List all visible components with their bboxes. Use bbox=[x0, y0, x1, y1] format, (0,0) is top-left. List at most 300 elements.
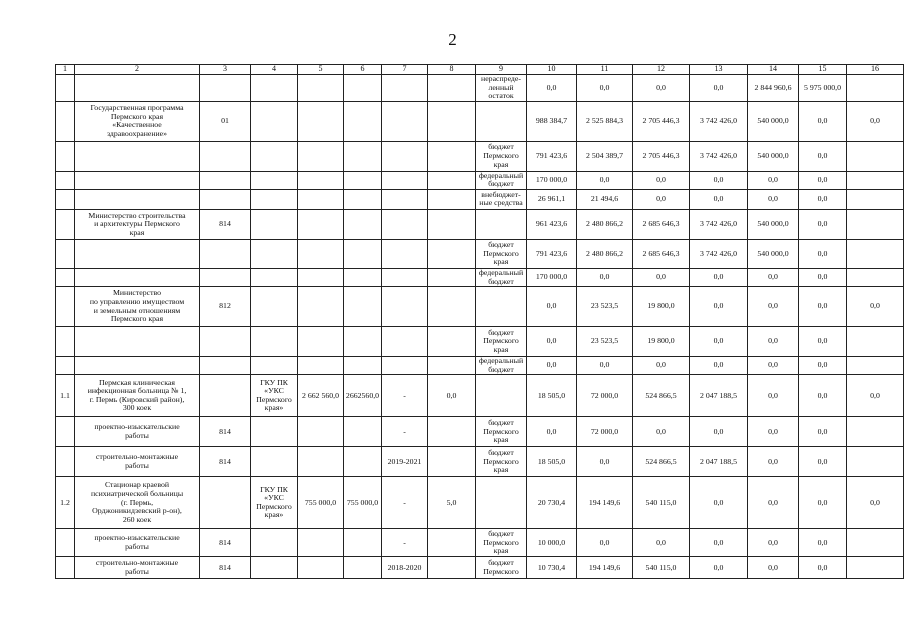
cell-year-5: 0,0 bbox=[748, 189, 799, 209]
cell-year-3: 0,0 bbox=[633, 417, 690, 447]
cell-year-5: 0,0 bbox=[748, 171, 799, 189]
cell-year-6: 0,0 bbox=[799, 327, 847, 357]
cell-period: - bbox=[382, 529, 428, 557]
cell-customer bbox=[251, 447, 298, 477]
cell-name: Министерство по управлению имуществом и земельным отношениям Пермского края bbox=[75, 287, 200, 327]
cell-year-2: 0,0 bbox=[577, 447, 633, 477]
cell-year-4: 0,0 bbox=[690, 557, 748, 579]
cell-source bbox=[476, 287, 527, 327]
cell-readiness bbox=[428, 75, 476, 102]
cell-year-3: 2 705 446,3 bbox=[633, 141, 690, 171]
cell-customer bbox=[251, 268, 298, 286]
cell-num: 1.2 bbox=[56, 477, 75, 529]
header-row bbox=[56, 65, 904, 75]
cell-num bbox=[56, 101, 75, 141]
header-cell-2: 2 bbox=[75, 65, 200, 75]
cell-year-7 bbox=[847, 417, 904, 447]
cell-readiness bbox=[428, 239, 476, 268]
cell-name: проектно-изыскательские работы bbox=[75, 529, 200, 557]
cell-name bbox=[75, 327, 200, 357]
cell-period: - bbox=[382, 375, 428, 417]
cell-name bbox=[75, 75, 200, 102]
cell-period: - bbox=[382, 417, 428, 447]
cell-year-3: 19 800,0 bbox=[633, 327, 690, 357]
cell-year-4: 0,0 bbox=[690, 529, 748, 557]
table-row bbox=[56, 417, 904, 447]
cell-code bbox=[200, 171, 251, 189]
cell-year-2: 0,0 bbox=[577, 529, 633, 557]
cell-readiness bbox=[428, 327, 476, 357]
cell-source bbox=[476, 209, 527, 239]
cell-year-7 bbox=[847, 357, 904, 375]
cell-code: 814 bbox=[200, 209, 251, 239]
cell-cost-total bbox=[298, 141, 344, 171]
cell-year-2: 0,0 bbox=[577, 75, 633, 102]
cell-year-4: 3 742 426,0 bbox=[690, 239, 748, 268]
cell-year-2: 0,0 bbox=[577, 268, 633, 286]
cell-customer bbox=[251, 101, 298, 141]
cell-year-5: 540 000,0 bbox=[748, 101, 799, 141]
header-cell-6: 6 bbox=[344, 65, 382, 75]
cell-readiness bbox=[428, 101, 476, 141]
cell-year-2: 23 523,5 bbox=[577, 287, 633, 327]
cell-period bbox=[382, 209, 428, 239]
cell-year-2: 72 000,0 bbox=[577, 417, 633, 447]
cell-readiness bbox=[428, 557, 476, 579]
cell-customer: ГКУ ПК «УКС Пермского края» bbox=[251, 477, 298, 529]
cell-year-3: 19 800,0 bbox=[633, 287, 690, 327]
cell-cost-total bbox=[298, 209, 344, 239]
table-row bbox=[56, 375, 904, 417]
table-row bbox=[56, 189, 904, 209]
cell-code bbox=[200, 375, 251, 417]
cell-cost-total bbox=[298, 557, 344, 579]
cell-num bbox=[56, 327, 75, 357]
header-cell-11: 11 bbox=[577, 65, 633, 75]
header-cell-12: 12 bbox=[633, 65, 690, 75]
cell-cost-total bbox=[298, 529, 344, 557]
cell-code: 01 bbox=[200, 101, 251, 141]
cell-num bbox=[56, 141, 75, 171]
cell-name: строительно-монтажные работы bbox=[75, 447, 200, 477]
cell-cost-estimate bbox=[344, 529, 382, 557]
header-cell-8: 8 bbox=[428, 65, 476, 75]
cell-year-2: 194 149,6 bbox=[577, 557, 633, 579]
cell-num bbox=[56, 171, 75, 189]
cell-cost-total bbox=[298, 287, 344, 327]
table-row bbox=[56, 75, 904, 102]
cell-year-1: 791 423,6 bbox=[527, 239, 577, 268]
cell-period bbox=[382, 287, 428, 327]
cell-year-1: 10 000,0 bbox=[527, 529, 577, 557]
cell-name bbox=[75, 239, 200, 268]
cell-year-5: 0,0 bbox=[748, 268, 799, 286]
cell-year-5: 540 000,0 bbox=[748, 239, 799, 268]
cell-name: Стационар краевой психиатрической больницы (г. Пермь, Орджоникидзевский р-он), 260 коек bbox=[75, 477, 200, 529]
cell-cost-estimate bbox=[344, 75, 382, 102]
cell-name bbox=[75, 171, 200, 189]
cell-year-6: 0,0 bbox=[799, 557, 847, 579]
cell-readiness: 5,0 bbox=[428, 477, 476, 529]
cell-source bbox=[476, 375, 527, 417]
cell-num bbox=[56, 417, 75, 447]
cell-year-7 bbox=[847, 209, 904, 239]
cell-year-2: 23 523,5 bbox=[577, 327, 633, 357]
cell-year-2: 194 149,6 bbox=[577, 477, 633, 529]
cell-year-6: 0,0 bbox=[799, 268, 847, 286]
cell-cost-estimate bbox=[344, 327, 382, 357]
cell-source: федеральный бюджет bbox=[476, 268, 527, 286]
cell-year-2: 0,0 bbox=[577, 171, 633, 189]
cell-year-2: 2 525 884,3 bbox=[577, 101, 633, 141]
cell-year-6: 0,0 bbox=[799, 447, 847, 477]
cell-cost-estimate bbox=[344, 141, 382, 171]
cell-code: 812 bbox=[200, 287, 251, 327]
cell-source bbox=[476, 101, 527, 141]
cell-year-6: 0,0 bbox=[799, 477, 847, 529]
cell-year-1: 791 423,6 bbox=[527, 141, 577, 171]
cell-year-5: 540 000,0 bbox=[748, 209, 799, 239]
cell-readiness bbox=[428, 287, 476, 327]
cell-year-5: 0,0 bbox=[748, 327, 799, 357]
cell-year-7: 0,0 bbox=[847, 477, 904, 529]
cell-source: бюджет Пермского края bbox=[476, 529, 527, 557]
cell-cost-estimate bbox=[344, 447, 382, 477]
cell-cost-total bbox=[298, 75, 344, 102]
cell-name: строительно-монтажные работы bbox=[75, 557, 200, 579]
cell-readiness bbox=[428, 447, 476, 477]
cell-period bbox=[382, 268, 428, 286]
cell-year-6: 0,0 bbox=[799, 287, 847, 327]
cell-year-7: 0,0 bbox=[847, 287, 904, 327]
cell-year-7 bbox=[847, 75, 904, 102]
cell-year-6: 5 975 000,0 bbox=[799, 75, 847, 102]
cell-period: - bbox=[382, 477, 428, 529]
cell-period bbox=[382, 101, 428, 141]
cell-year-3: 524 866,5 bbox=[633, 447, 690, 477]
cell-year-1: 18 505,0 bbox=[527, 375, 577, 417]
cell-year-4: 0,0 bbox=[690, 268, 748, 286]
cell-name bbox=[75, 357, 200, 375]
header-cell-5: 5 bbox=[298, 65, 344, 75]
table-row bbox=[56, 171, 904, 189]
cell-year-4: 3 742 426,0 bbox=[690, 101, 748, 141]
cell-year-3: 2 685 646,3 bbox=[633, 209, 690, 239]
cell-customer bbox=[251, 239, 298, 268]
cell-source: бюджет Пермского края bbox=[476, 447, 527, 477]
cell-name: Министерство строительства и архитектуры Пермского края bbox=[75, 209, 200, 239]
table-row bbox=[56, 268, 904, 286]
cell-year-4: 3 742 426,0 bbox=[690, 209, 748, 239]
cell-year-1: 961 423,6 bbox=[527, 209, 577, 239]
cell-year-1: 0,0 bbox=[527, 357, 577, 375]
cell-year-2: 72 000,0 bbox=[577, 375, 633, 417]
cell-customer bbox=[251, 529, 298, 557]
cell-source: бюджет Пермского bbox=[476, 557, 527, 579]
table-row bbox=[56, 239, 904, 268]
cell-year-4: 2 047 188,5 bbox=[690, 375, 748, 417]
cell-customer bbox=[251, 557, 298, 579]
program-table bbox=[55, 64, 904, 579]
header-cell-10: 10 bbox=[527, 65, 577, 75]
cell-readiness bbox=[428, 209, 476, 239]
cell-year-3: 0,0 bbox=[633, 75, 690, 102]
cell-code: 814 bbox=[200, 417, 251, 447]
cell-period: 2018-2020 bbox=[382, 557, 428, 579]
cell-readiness bbox=[428, 357, 476, 375]
cell-year-1: 20 730,4 bbox=[527, 477, 577, 529]
cell-cost-estimate bbox=[344, 557, 382, 579]
cell-year-1: 0,0 bbox=[527, 75, 577, 102]
cell-year-5: 0,0 bbox=[748, 477, 799, 529]
cell-year-2: 21 494,6 bbox=[577, 189, 633, 209]
cell-year-4: 0,0 bbox=[690, 287, 748, 327]
cell-num bbox=[56, 209, 75, 239]
cell-year-1: 18 505,0 bbox=[527, 447, 577, 477]
cell-code bbox=[200, 477, 251, 529]
cell-year-3: 524 866,5 bbox=[633, 375, 690, 417]
header-cell-7: 7 bbox=[382, 65, 428, 75]
cell-year-5: 2 844 960,6 bbox=[748, 75, 799, 102]
cell-cost-total: 2 662 560,0 bbox=[298, 375, 344, 417]
cell-year-1: 170 000,0 bbox=[527, 268, 577, 286]
cell-cost-estimate bbox=[344, 189, 382, 209]
cell-year-6: 0,0 bbox=[799, 189, 847, 209]
cell-year-7 bbox=[847, 529, 904, 557]
cell-code bbox=[200, 75, 251, 102]
cell-year-7 bbox=[847, 141, 904, 171]
cell-cost-estimate: 2662560,0 bbox=[344, 375, 382, 417]
cell-customer bbox=[251, 417, 298, 447]
cell-year-6: 0,0 bbox=[799, 375, 847, 417]
cell-year-6: 0,0 bbox=[799, 239, 847, 268]
table-row bbox=[56, 529, 904, 557]
cell-year-4: 2 047 188,5 bbox=[690, 447, 748, 477]
cell-year-3: 540 115,0 bbox=[633, 557, 690, 579]
cell-readiness bbox=[428, 171, 476, 189]
header-cell-14: 14 bbox=[748, 65, 799, 75]
cell-year-2: 2 504 389,7 bbox=[577, 141, 633, 171]
table-row bbox=[56, 557, 904, 579]
cell-year-6: 0,0 bbox=[799, 101, 847, 141]
cell-source: внебюджет- ные средства bbox=[476, 189, 527, 209]
cell-year-1: 0,0 bbox=[527, 417, 577, 447]
cell-year-7: 0,0 bbox=[847, 101, 904, 141]
cell-cost-estimate bbox=[344, 101, 382, 141]
cell-year-2: 0,0 bbox=[577, 357, 633, 375]
cell-name: проектно-изыскательские работы bbox=[75, 417, 200, 447]
cell-year-3: 540 115,0 bbox=[633, 477, 690, 529]
cell-year-3: 2 705 446,3 bbox=[633, 101, 690, 141]
cell-source: федеральный бюджет bbox=[476, 171, 527, 189]
cell-year-1: 0,0 bbox=[527, 287, 577, 327]
cell-year-6: 0,0 bbox=[799, 357, 847, 375]
table-row bbox=[56, 357, 904, 375]
cell-period bbox=[382, 357, 428, 375]
cell-readiness bbox=[428, 529, 476, 557]
cell-year-7 bbox=[847, 327, 904, 357]
cell-cost-total bbox=[298, 101, 344, 141]
cell-year-3: 0,0 bbox=[633, 171, 690, 189]
cell-period bbox=[382, 189, 428, 209]
cell-num bbox=[56, 189, 75, 209]
cell-year-4: 0,0 bbox=[690, 189, 748, 209]
cell-year-3: 0,0 bbox=[633, 529, 690, 557]
cell-code bbox=[200, 357, 251, 375]
cell-year-7 bbox=[847, 189, 904, 209]
cell-customer bbox=[251, 287, 298, 327]
cell-year-1: 988 384,7 bbox=[527, 101, 577, 141]
cell-customer bbox=[251, 327, 298, 357]
header-cell-1: 1 bbox=[56, 65, 75, 75]
cell-year-4: 0,0 bbox=[690, 357, 748, 375]
cell-year-5: 0,0 bbox=[748, 529, 799, 557]
cell-customer bbox=[251, 357, 298, 375]
cell-cost-estimate bbox=[344, 268, 382, 286]
cell-cost-total bbox=[298, 447, 344, 477]
cell-num bbox=[56, 268, 75, 286]
cell-year-6: 0,0 bbox=[799, 417, 847, 447]
cell-year-1: 10 730,4 bbox=[527, 557, 577, 579]
cell-readiness bbox=[428, 417, 476, 447]
cell-year-5: 540 000,0 bbox=[748, 141, 799, 171]
cell-num bbox=[56, 447, 75, 477]
cell-year-1: 0,0 bbox=[527, 327, 577, 357]
cell-year-6: 0,0 bbox=[799, 171, 847, 189]
cell-customer bbox=[251, 209, 298, 239]
cell-cost-estimate bbox=[344, 417, 382, 447]
cell-year-3: 0,0 bbox=[633, 268, 690, 286]
cell-customer bbox=[251, 75, 298, 102]
cell-customer: ГКУ ПК «УКС Пермского края» bbox=[251, 375, 298, 417]
cell-cost-estimate bbox=[344, 239, 382, 268]
cell-year-4: 0,0 bbox=[690, 75, 748, 102]
cell-cost-total bbox=[298, 268, 344, 286]
cell-cost-total: 755 000,0 bbox=[298, 477, 344, 529]
cell-source: нераспреде- ленный остаток bbox=[476, 75, 527, 102]
header-cell-4: 4 bbox=[251, 65, 298, 75]
header-cell-3: 3 bbox=[200, 65, 251, 75]
cell-year-5: 0,0 bbox=[748, 375, 799, 417]
cell-num bbox=[56, 357, 75, 375]
cell-year-4: 0,0 bbox=[690, 417, 748, 447]
cell-code bbox=[200, 268, 251, 286]
cell-year-1: 26 961,1 bbox=[527, 189, 577, 209]
cell-year-5: 0,0 bbox=[748, 357, 799, 375]
cell-year-5: 0,0 bbox=[748, 287, 799, 327]
cell-cost-estimate bbox=[344, 171, 382, 189]
cell-cost-total bbox=[298, 239, 344, 268]
cell-period: 2019-2021 bbox=[382, 447, 428, 477]
cell-year-1: 170 000,0 bbox=[527, 171, 577, 189]
cell-num bbox=[56, 287, 75, 327]
cell-cost-estimate bbox=[344, 287, 382, 327]
cell-year-7 bbox=[847, 447, 904, 477]
cell-code: 814 bbox=[200, 557, 251, 579]
cell-name bbox=[75, 141, 200, 171]
cell-year-2: 2 480 866,2 bbox=[577, 239, 633, 268]
cell-cost-total bbox=[298, 327, 344, 357]
table-row bbox=[56, 209, 904, 239]
cell-name: Пермская клиническая инфекционная больница № 1, г. Пермь (Кировский район), 300 коек bbox=[75, 375, 200, 417]
cell-source: бюджет Пермского края bbox=[476, 141, 527, 171]
cell-readiness bbox=[428, 268, 476, 286]
cell-year-4: 3 742 426,0 bbox=[690, 141, 748, 171]
cell-year-3: 0,0 bbox=[633, 189, 690, 209]
cell-num: 1.1 bbox=[56, 375, 75, 417]
cell-name bbox=[75, 189, 200, 209]
table-row bbox=[56, 141, 904, 171]
table-row bbox=[56, 447, 904, 477]
table-row bbox=[56, 327, 904, 357]
cell-source: федеральный бюджет bbox=[476, 357, 527, 375]
cell-year-7 bbox=[847, 557, 904, 579]
cell-year-5: 0,0 bbox=[748, 447, 799, 477]
cell-readiness: 0,0 bbox=[428, 375, 476, 417]
cell-period bbox=[382, 75, 428, 102]
cell-year-5: 0,0 bbox=[748, 557, 799, 579]
cell-customer bbox=[251, 171, 298, 189]
table-row bbox=[56, 101, 904, 141]
table-row bbox=[56, 287, 904, 327]
cell-num bbox=[56, 529, 75, 557]
cell-year-3: 2 685 646,3 bbox=[633, 239, 690, 268]
cell-year-6: 0,0 bbox=[799, 529, 847, 557]
cell-code: 814 bbox=[200, 529, 251, 557]
cell-source: бюджет Пермского края bbox=[476, 327, 527, 357]
cell-cost-total bbox=[298, 189, 344, 209]
cell-readiness bbox=[428, 141, 476, 171]
cell-period bbox=[382, 327, 428, 357]
cell-source bbox=[476, 477, 527, 529]
cell-period bbox=[382, 239, 428, 268]
cell-code bbox=[200, 189, 251, 209]
cell-num bbox=[56, 557, 75, 579]
cell-period bbox=[382, 171, 428, 189]
cell-code bbox=[200, 141, 251, 171]
cell-year-7 bbox=[847, 171, 904, 189]
cell-year-4: 0,0 bbox=[690, 171, 748, 189]
cell-readiness bbox=[428, 189, 476, 209]
cell-source: бюджет Пермского края bbox=[476, 417, 527, 447]
cell-year-4: 0,0 bbox=[690, 327, 748, 357]
cell-cost-estimate: 755 000,0 bbox=[344, 477, 382, 529]
cell-year-6: 0,0 bbox=[799, 141, 847, 171]
cell-customer bbox=[251, 141, 298, 171]
cell-cost-total bbox=[298, 357, 344, 375]
header-cell-13: 13 bbox=[690, 65, 748, 75]
cell-code bbox=[200, 327, 251, 357]
cell-year-3: 0,0 bbox=[633, 357, 690, 375]
header-cell-15: 15 bbox=[799, 65, 847, 75]
cell-customer bbox=[251, 189, 298, 209]
cell-num bbox=[56, 239, 75, 268]
cell-year-6: 0,0 bbox=[799, 209, 847, 239]
cell-source: бюджет Пермского края bbox=[476, 239, 527, 268]
cell-code: 814 bbox=[200, 447, 251, 477]
cell-year-2: 2 480 866,2 bbox=[577, 209, 633, 239]
cell-year-7 bbox=[847, 268, 904, 286]
cell-year-7: 0,0 bbox=[847, 375, 904, 417]
table-row bbox=[56, 477, 904, 529]
cell-name bbox=[75, 268, 200, 286]
cell-period bbox=[382, 141, 428, 171]
cell-year-7 bbox=[847, 239, 904, 268]
cell-cost-estimate bbox=[344, 209, 382, 239]
header-cell-16: 16 bbox=[847, 65, 904, 75]
cell-year-5: 0,0 bbox=[748, 417, 799, 447]
cell-cost-total bbox=[298, 417, 344, 447]
